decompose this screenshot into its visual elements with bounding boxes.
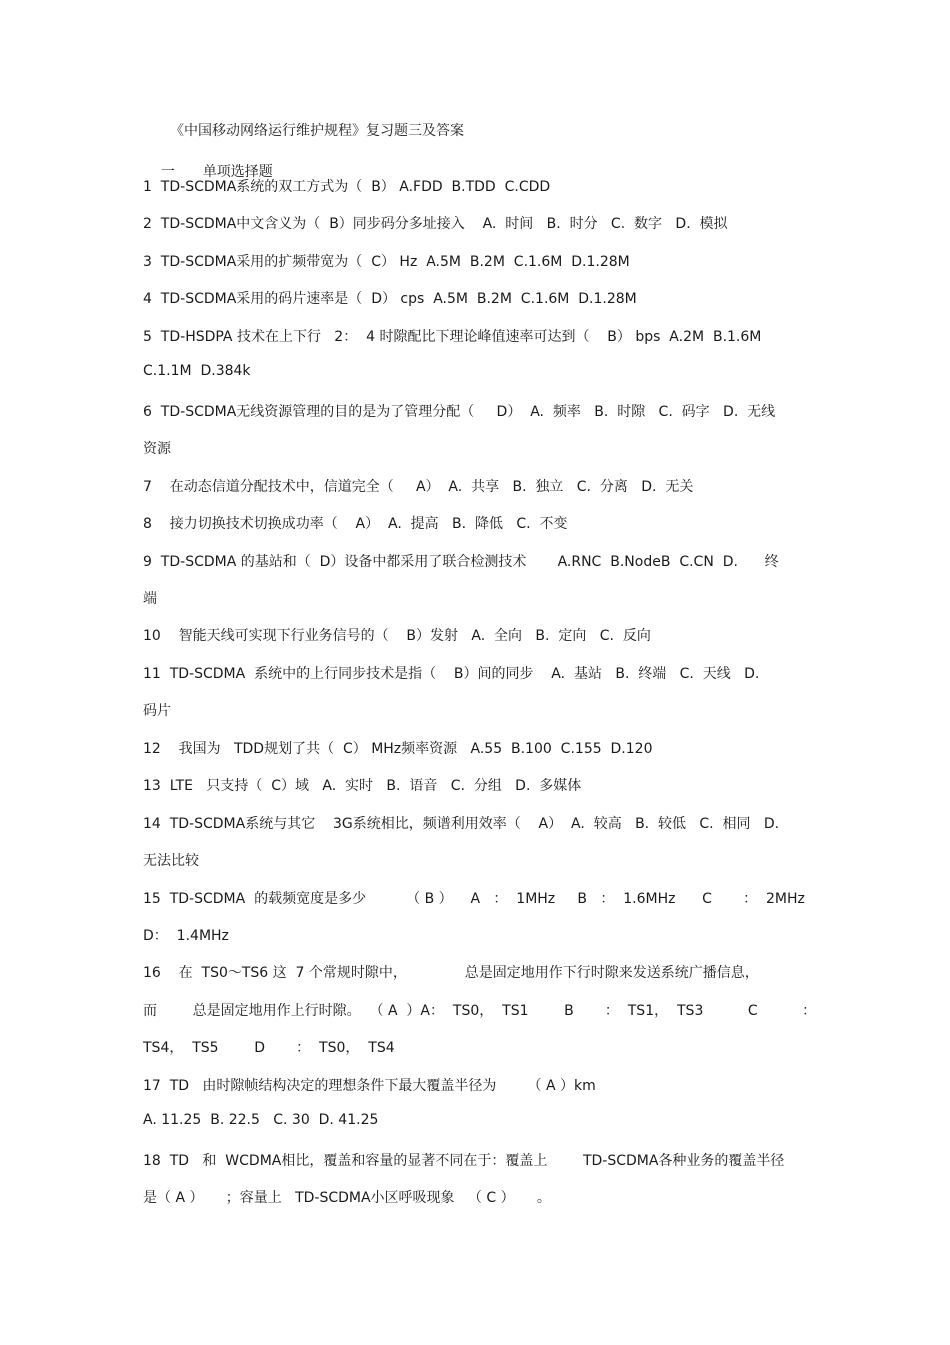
question-line: 2 TD-SCDMA中文含义为（ B）同步码分多址接入 A. 时间 B. 时分 C. 数字 D. 模拟 <box>143 216 728 232</box>
question-line: 4 TD-SCDMA采用的码片速率是（ D） cps A.5M B.2M C.1.6M D.1.28M <box>143 291 637 307</box>
question-line: 11 TD-SCDMA 系统中的上行同步技术是指（ B）间的同步 A. 基站 B. 终端 C. 天线 D. <box>143 666 760 682</box>
question-line: 码片 <box>143 703 171 719</box>
question-line: 8 接力切换技术切换成功率（ A） A. 提高 B. 降低 C. 不变 <box>143 516 568 532</box>
question-line: C.1.1M D.384k <box>143 363 251 379</box>
section-title: 单项选择题 <box>202 164 273 180</box>
question-line: 7 在动态信道分配技术中，信道完全（ A） A. 共享 B. 独立 C. 分离 D. 无关 <box>143 479 694 495</box>
question-line: 17 TD 由时隙帧结构决定的理想条件下最大覆盖半径为 （ A ）km <box>143 1078 596 1094</box>
question-line: TS4， TS5 D ： TS0， TS4 <box>143 1040 395 1056</box>
question-line: 15 TD-SCDMA 的载频宽度是多少 （ B ） A ： 1MHz B ： 1.6MHz C ： 2MHz <box>143 891 805 907</box>
question-line: D： 1.4MHz <box>143 928 229 944</box>
question-line: 14 TD-SCDMA系统与其它 3G系统相比，频谱利用效率（ A） A. 较高 B. 较低 C. 相同 D. <box>143 816 780 832</box>
question-line: 9 TD-SCDMA 的基站和（ D）设备中都采用了联合检测技术 A.RNC B.NodeB C.CN D. 终 <box>143 554 779 570</box>
question-line: 而 总是固定地用作上行时隙。 （ A ）A： TS0， TS1 B ： TS1， TS3 C ： <box>143 1003 817 1019</box>
question-line: 13 LTE 只支持（ C）域 A. 实时 B. 语音 C. 分组 D. 多媒体 <box>143 778 582 794</box>
question-line: 1 TD-SCDMA系统的双工方式为（ B） A.FDD B.TDD C.CDD <box>143 179 551 195</box>
question-line: 6 TD-SCDMA无线资源管理的目的是为了管理分配（ D） A. 频率 B. 时隙 C. 码字 D. 无线 <box>143 404 776 420</box>
question-line: A. 11.25 B. 22.5 C. 30 D. 41.25 <box>143 1112 379 1128</box>
section-number: 一 <box>160 164 175 180</box>
question-line: 12 我国为 TDD规划了共（ C） MHz频率资源 A.55 B.100 C.155 D.120 <box>143 741 653 757</box>
question-line: 资源 <box>143 441 171 457</box>
document-title: 《中国移动网络运行维护规程》复习题三及答案 <box>170 123 464 139</box>
question-line: 16 在 TS0～TS6 这 7 个常规时隙中， 总是固定地用作下行时隙来发送系统广播信息， <box>143 965 759 981</box>
question-line: 10 智能天线可实现下行业务信号的（ B）发射 A. 全向 B. 定向 C. 反向 <box>143 628 651 644</box>
question-line: 5 TD-HSDPA 技术在上下行 2： 4 时隙配比下理论峰值速率可达到（ B） bps A.2M B.1.6M <box>143 329 762 345</box>
question-line: 18 TD 和 WCDMA相比，覆盖和容量的显著不同在于：覆盖上 TD-SCDMA各种业务的覆盖半径 <box>143 1153 785 1169</box>
question-line: 无法比较 <box>143 853 199 869</box>
question-line: 3 TD-SCDMA采用的扩频带宽为（ C） Hz A.5M B.2M C.1.6M D.1.28M <box>143 254 630 270</box>
question-line: 是（ A ） ；容量上 TD-SCDMA小区呼吸现象 （ C ） 。 <box>143 1190 551 1206</box>
question-line: 端 <box>143 591 157 607</box>
